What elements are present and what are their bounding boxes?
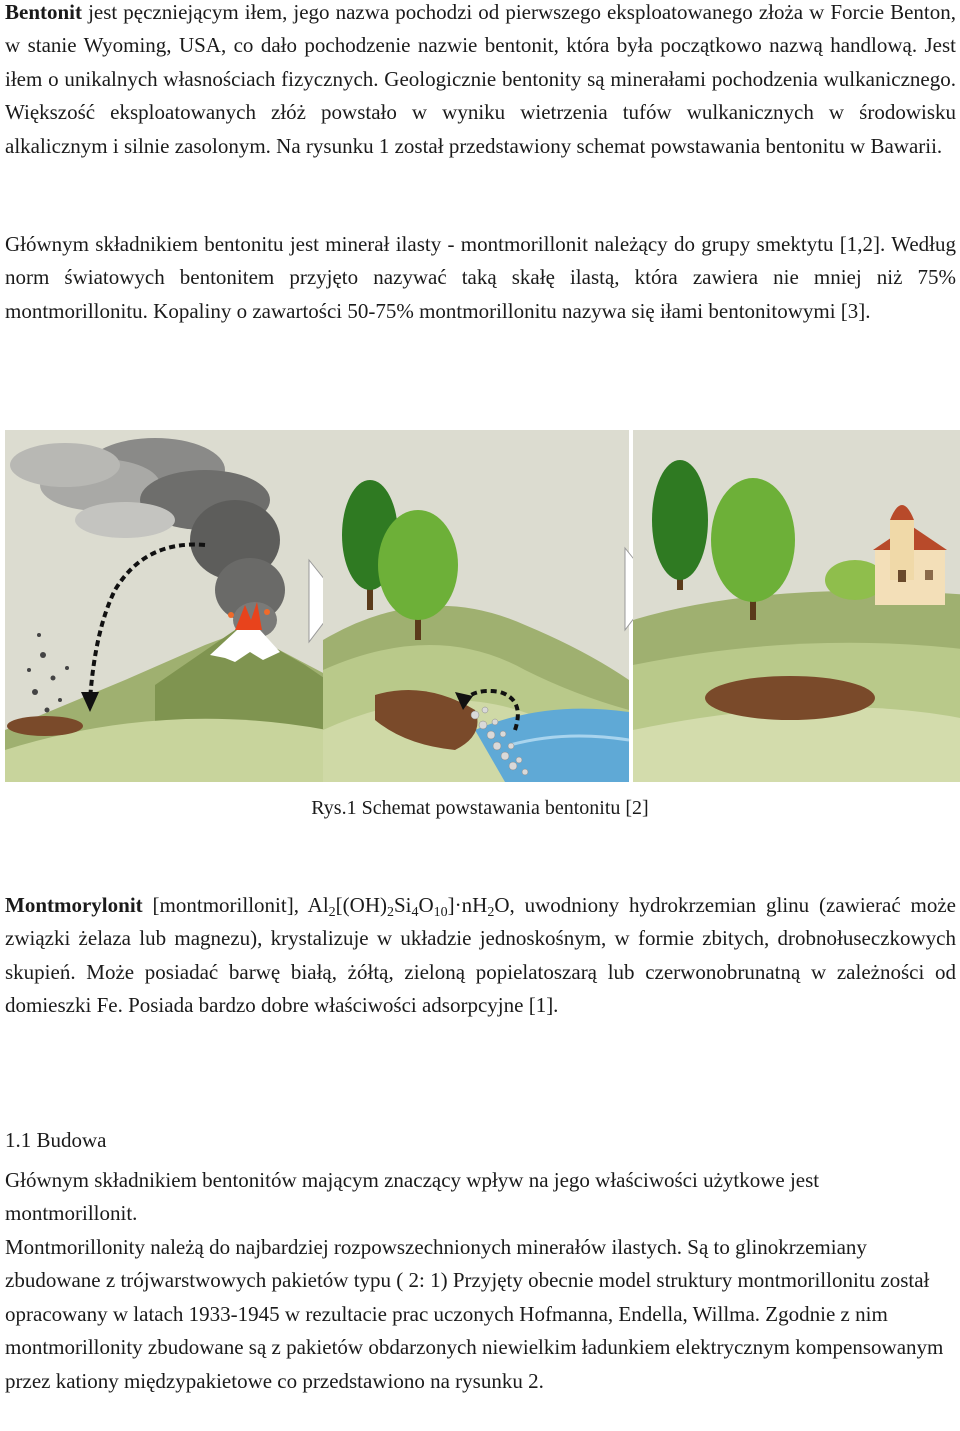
formula-part: O xyxy=(418,893,434,917)
figure-caption: Rys.1 Schemat powstawania bentonitu [2] xyxy=(311,797,649,819)
bentonite-formation-figure xyxy=(5,430,960,786)
section-heading: 1.1 Budowa xyxy=(5,1128,107,1152)
paragraph-montmorylonit xyxy=(5,889,956,1023)
paragraph-text: jest pęczniejącym iłem, jego nazwa pochodzi od pierwszego eksploatowanego złoża w Forcie Benton, w stanie Wyoming, USA, co dało pochodzenie nazwie bentonit, która była początkowo nazwą handlową. Jest iłem o unikalnych własnościach fizycznych. Geologicznie bentonity są minerałami pochodzenia wulkanicznego. Większość eksploatowanych złóż powstało w wyniku wietrzenia tufów wulkanicznych w środowisku alkalicznym i silnie zasolonym. Na rysunku 1 został przedstawiony schemat powstawania bentonitu w Bawarii. xyxy=(5,0,956,158)
formula-part: [montmorillonit], Al xyxy=(142,893,329,917)
formula-subscript: 10 xyxy=(433,905,448,920)
paragraph-main-component: Głównym składnikiem bentonitu jest minerał ilasty - montmorillonit należący do grupy smektytu [1,2]. Według norm światowych bentonitem przyjęto nazywać taką skałę ilastą, która zawiera nie mniej niż 75% montmorillonitu. Kopaliny o zawartości 50-75% montmorillonitu nazywa się iłami bentonitowymi [3]. xyxy=(5,232,956,323)
panel-today xyxy=(633,430,960,782)
paragraph-structure-detail: Montmorillonity należą do najbardziej rozpowszechnionych minerałów ilastych. Są to glinokrzemiany zbudowane z trójwarstwowych pakietów typu ( 2: 1) Przyjęty obecnie model struktury montmorillonitu został opracowany w latach 1933-1945 w rezultacie prac uczonych Hofmanna, Endella, Willma. Zgodnie z nim montmorillonity zbudowane są z pakietów obdarzonych niewielkim ładunkiem elektrycznym kompensowanym przez kationy międzypakietowe co przedstawiono na rysunku 2. xyxy=(5,1235,944,1393)
term-montmorylonit: Montmorylonit xyxy=(5,893,143,917)
formula-part: Si xyxy=(393,893,412,917)
formula-part: ]·nH xyxy=(447,893,488,917)
formula-subscript: 2 xyxy=(328,905,336,920)
bentonite-deposit xyxy=(705,676,875,720)
formula-part: [(OH) xyxy=(335,893,387,917)
paragraph-bentonite-intro xyxy=(5,0,956,163)
bentonite-deposit xyxy=(7,716,83,736)
paragraph-structure-intro: Głównym składnikiem bentonitów mającym znaczący wpływ na jego właściwości użytkowe jest montmorillonit. xyxy=(5,1168,820,1226)
formula-subscript: 2 xyxy=(386,905,394,920)
formula-subscript: 4 xyxy=(411,905,419,920)
term-bentonit: Bentonit xyxy=(5,0,83,24)
paragraph-text: O, uwodniony hydrokrzemian glinu (zawierać może związki żelaza lub magnezu), krystalizuje w układzie jednoskośnym, w formie zbitych, drobnołuseczkowych skupień. Może posiadać barwę białą, żółtą, zieloną popielatoszarą lub czerwonobrunatną w zależności od domieszki Fe. Posiada bardzo dobre właściwości adsorpcyjne [1]. xyxy=(5,893,956,1018)
formula-subscript: 2 xyxy=(487,905,495,920)
panel-volcano xyxy=(5,430,327,782)
panel-weathering xyxy=(323,430,629,782)
